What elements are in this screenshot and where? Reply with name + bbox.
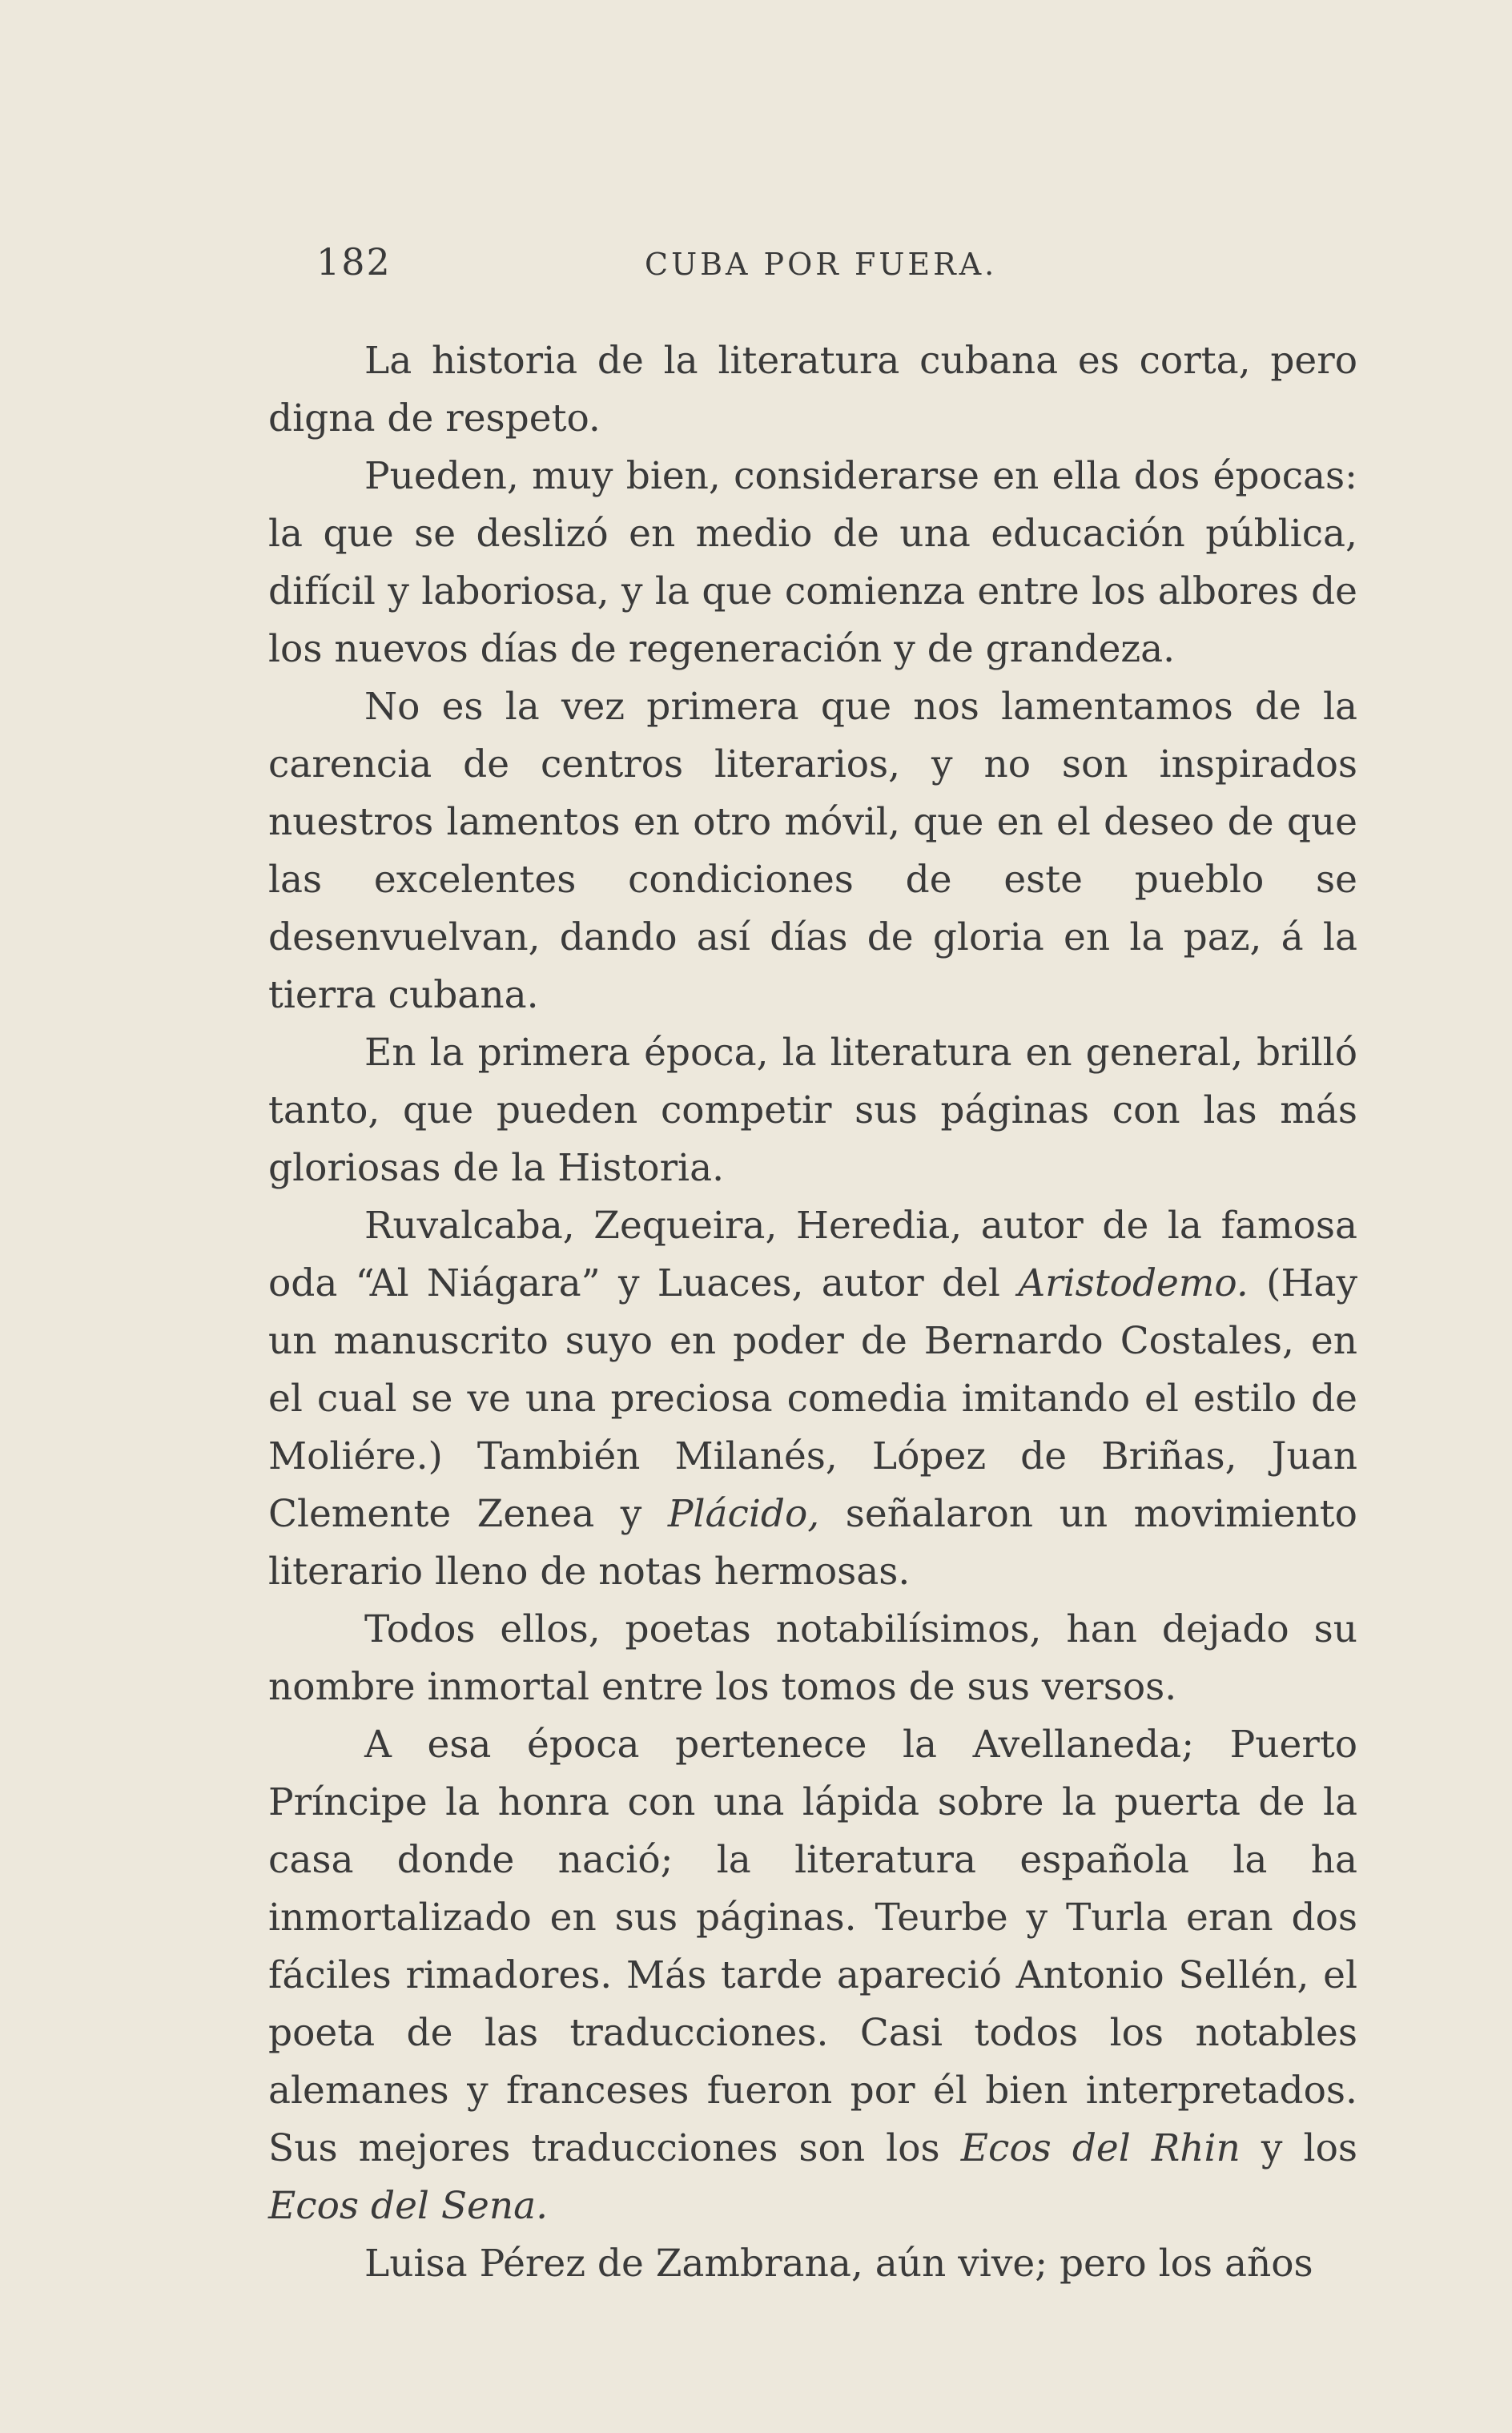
italic-name-placido: Plácido, (667, 1492, 820, 1536)
paragraph-2: Pueden, muy bien, considerarse en ella dos épocas: la que se deslizó en medio de una educación pública, difícil y laboriosa, y la que comienza entre los albores de los nuevos días de regeneración y de grandeza. (268, 454, 1357, 671)
running-title: CUBA POR FUERA. (645, 247, 998, 282)
italic-title-ecos-del-rhin: Ecos del Rhin (960, 2126, 1241, 2170)
paragraph-7-text-1: A esa época pertenece la Avellaneda; Puerto Príncipe la honra con una lápida sobre la puerta de la casa donde nació; la literatura española la ha inmortalizado en sus páginas. Teurbe y Turla eran dos fáciles rimadores. Más tarde apareció Antonio Sellén, el poeta de las traducciones. Casi todos los notables alemanes y franceses fueron por él bien interpretados. Sus mejores traducciones son los (268, 1723, 1357, 2170)
italic-title-ecos-del-sena: Ecos del Sena. (268, 2184, 549, 2228)
page-header (316, 240, 1357, 304)
paragraph-5-text-1: Ruvalcaba, Zequeira, Heredia, autor de la famosa oda “Al Niágara” y Luaces, autor del (268, 1204, 1357, 1305)
page-number: 182 (316, 240, 392, 284)
paragraph-7-text-2: y los (1240, 2126, 1357, 2170)
paragraph-1: La historia de la literatura cubana es corta, pero digna de respeto. (268, 339, 1357, 440)
paragraph-8: Luisa Pérez de Zambrana, aún vive; pero los años (364, 2242, 1313, 2286)
italic-title-aristodemo: Aristodemo. (1018, 1261, 1249, 1305)
paragraph-6: Todos ellos, poetas notabilísimos, han dejado su nombre inmortal entre los tomos de sus versos. (268, 1607, 1357, 1709)
paragraph-5-text-3: señalaron un movimiento literario lleno de notas hermosas. (268, 1492, 1357, 1594)
paragraph-7 (268, 1716, 1357, 2235)
body-text (268, 332, 1357, 2293)
paragraph-4: En la primera época, la literatura en general, brilló tanto, que pueden competir sus páginas con las más gloriosas de la Historia. (268, 1031, 1357, 1190)
paragraph-3: No es la vez primera que nos lamentamos de la carencia de centros literarios, y no son inspirados nuestros lamentos en otro móvil, que en el deseo de que las excelentes condiciones de este pueblo se desenvuelvan, dando así días de gloria en la paz, á la tierra cubana. (268, 685, 1357, 1017)
paragraph-5-text-2: (Hay un manuscrito suyo en poder de Bernardo Costales, en el cual se ve una preciosa comedia imitando el estilo de Moliére.) También Milanés, López de Briñas, Juan Clemente Zenea y (268, 1261, 1357, 1536)
paragraph-5 (268, 1197, 1357, 1601)
